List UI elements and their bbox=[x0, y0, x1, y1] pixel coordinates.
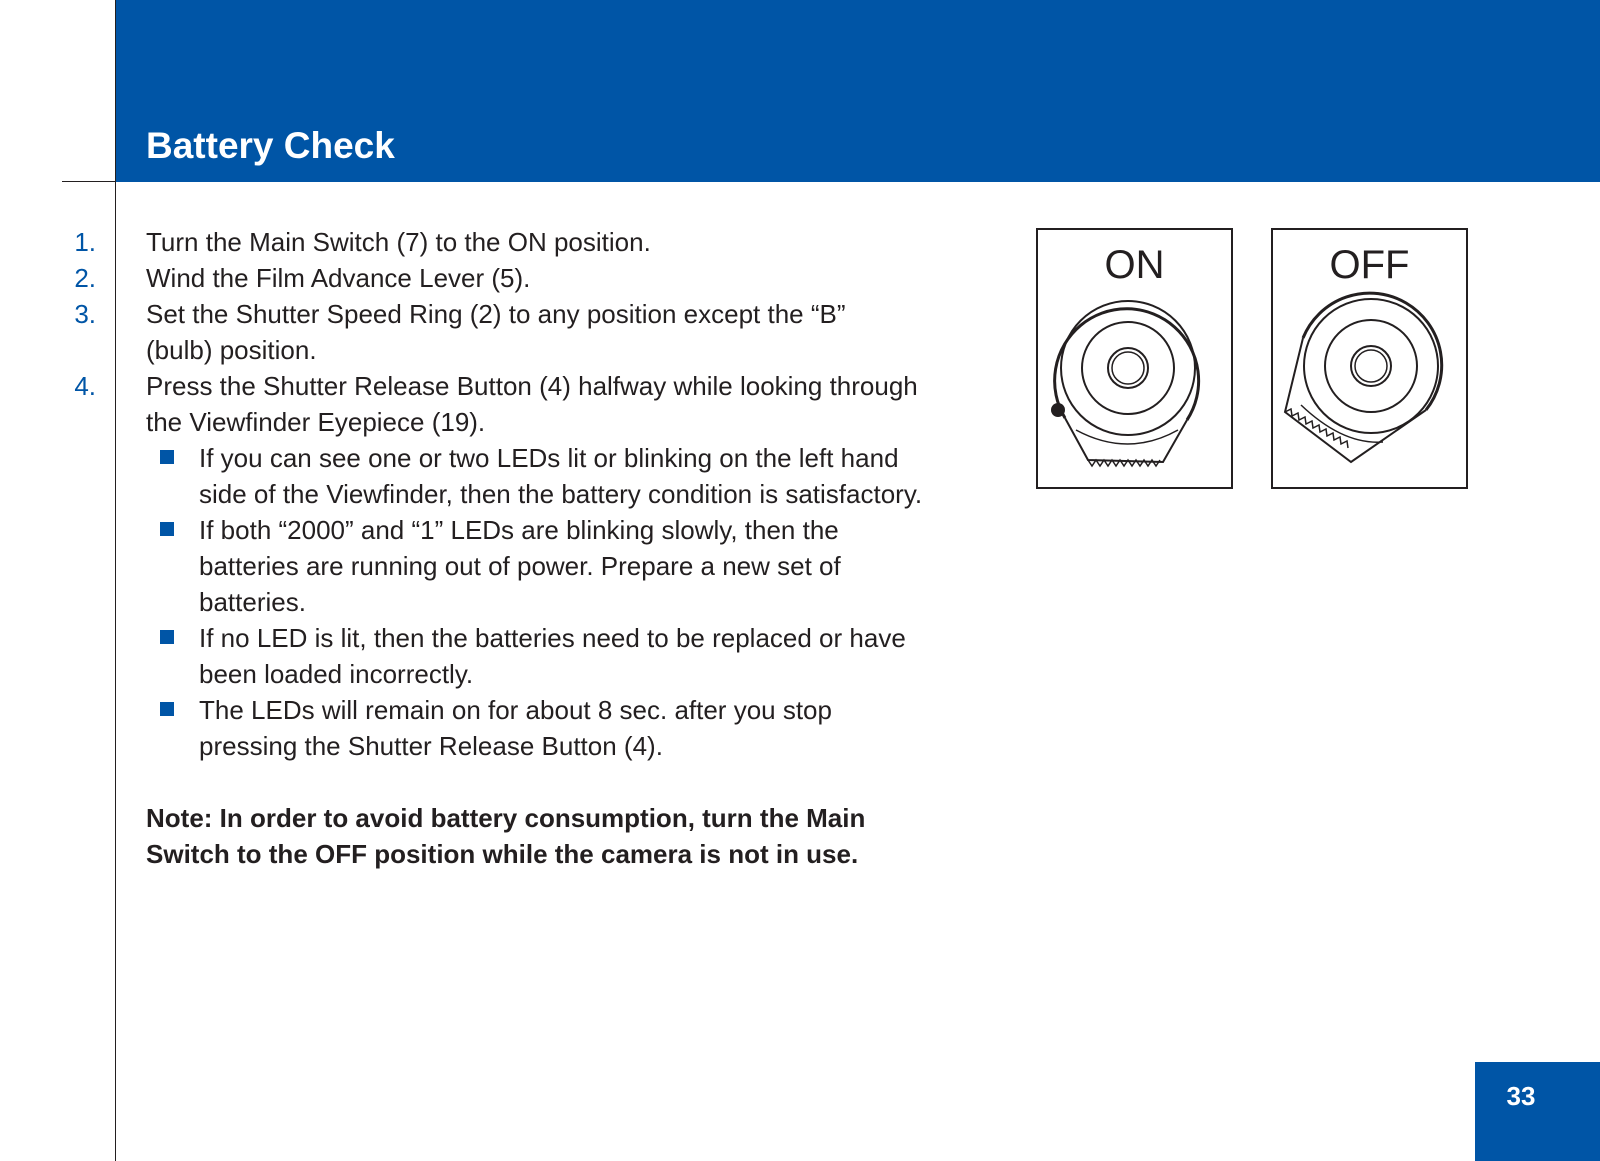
main-switch-on-figure bbox=[1036, 228, 1233, 489]
step-text: Press the Shutter Release Button (4) halfway while looking through bbox=[146, 371, 918, 401]
bullet-text: If both “2000” and “1” LEDs are blinking slowly, then the bbox=[199, 515, 839, 545]
step-text: Wind the Film Advance Lever (5). bbox=[146, 263, 531, 293]
step-text: Turn the Main Switch (7) to the ON position. bbox=[146, 227, 651, 257]
step-text: Set the Shutter Speed Ring (2) to any position except the “B” bbox=[146, 299, 846, 329]
bullet-text: pressing the Shutter Release Button (4). bbox=[199, 731, 663, 761]
bullet-text: If you can see one or two LEDs lit or blinking on the left hand bbox=[199, 443, 899, 473]
bullet-square-icon bbox=[160, 450, 174, 464]
bullet-text: side of the Viewfinder, then the battery condition is satisfactory. bbox=[199, 479, 923, 509]
note-text: Note: In order to avoid battery consumption, turn the Main bbox=[146, 803, 866, 833]
step-number: 4. bbox=[74, 371, 96, 401]
bullet-text: The LEDs will remain on for about 8 sec. after you stop bbox=[199, 695, 832, 725]
bullet-text: been loaded incorrectly. bbox=[199, 659, 474, 689]
figure-label-off: OFF bbox=[1329, 243, 1410, 287]
page-title: Battery Check bbox=[146, 125, 395, 166]
bullet-square-icon bbox=[160, 630, 174, 644]
step-text: the Viewfinder Eyepiece (19). bbox=[146, 407, 486, 437]
bullet-text: batteries are running out of power. Prepare a new set of bbox=[199, 551, 841, 581]
bullet-square-icon bbox=[160, 522, 174, 536]
left-margin-rule bbox=[115, 0, 116, 1161]
bullet-square-icon bbox=[160, 702, 174, 716]
step-number: 3. bbox=[74, 299, 96, 329]
header-divider bbox=[62, 181, 116, 182]
figure-label-on: ON bbox=[1104, 243, 1165, 287]
main-switch-off-figure bbox=[1271, 228, 1468, 489]
note-text: Switch to the OFF position while the camera is not in use. bbox=[146, 839, 859, 869]
main-switch-on-dial-icon bbox=[1038, 230, 1231, 487]
step-number: 1. bbox=[74, 227, 96, 257]
step-text: (bulb) position. bbox=[146, 335, 317, 365]
bullet-text: batteries. bbox=[199, 587, 306, 617]
page-number: 33 bbox=[1506, 1081, 1536, 1111]
bullet-text: If no LED is lit, then the batteries need to be replaced or have bbox=[199, 623, 906, 653]
step-number: 2. bbox=[74, 263, 96, 293]
main-switch-off-dial-icon bbox=[1273, 230, 1466, 487]
